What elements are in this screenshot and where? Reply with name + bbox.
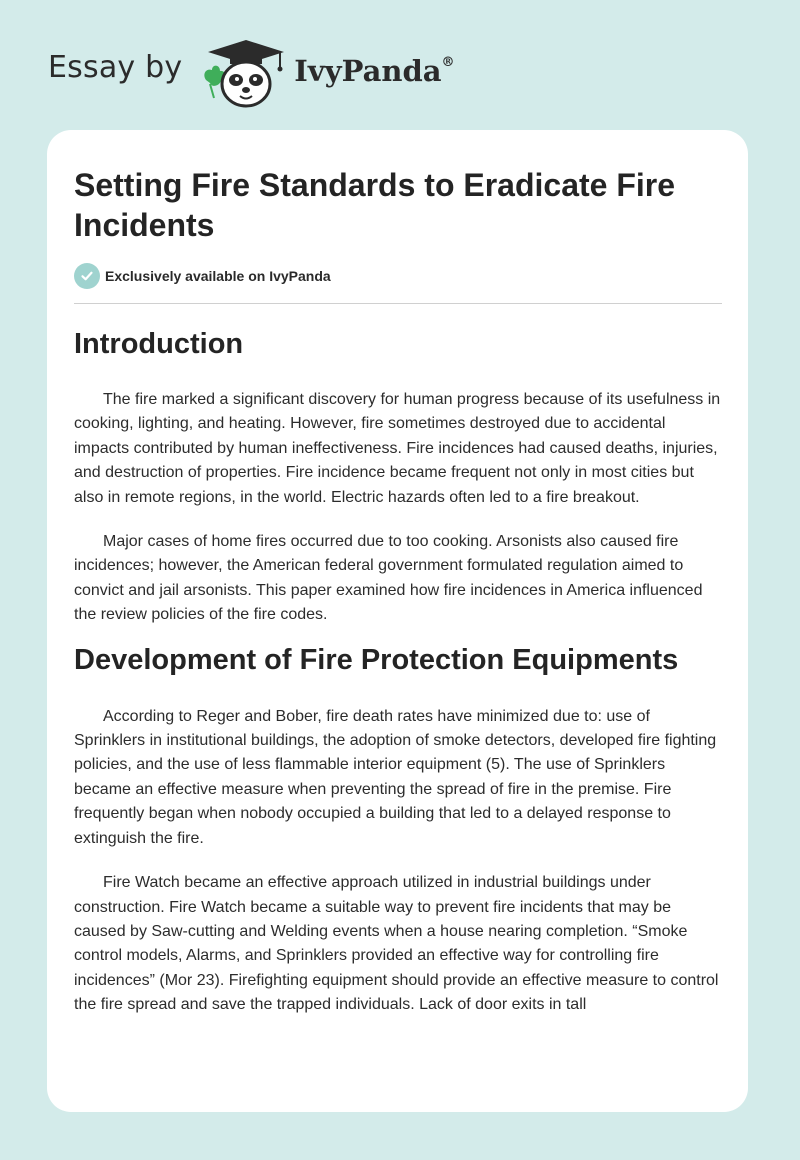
brand-header — [48, 36, 455, 110]
paragraph: Fire Watch became an effective approach utilized in industrial buildings under construction. Fire Watch became a suitable way to prevent fire incidents that may be caused by Saw-cutting and Welding events when a house nearing completion. “Smoke control models, Alarms, and Sprinklers provided an effective way for controlling fire incidences” (Mor 23). Firefighting equipment should provide an effective measure to control the fire spread and save the trapped individuals. Lack of door exits in tall — [74, 874, 719, 1014]
paragraph: The fire marked a significant discovery for human progress because of its usefulness in cooking, lighting, and heating. However, fire sometimes destroyed due to accidental impacts contributed by human ineffectiveness. Fire incidences had caused deaths, injuries, and destruction of properties. Fire incidence became frequent not only in most cities but also in remote regions, in the world. Electric hazards often led to a fire breakout. — [74, 391, 721, 506]
essay-card — [47, 130, 748, 1112]
badge-label: Exclusively available on IvyPanda — [105, 268, 331, 284]
panda-logo-icon[interactable] — [200, 36, 292, 110]
exclusive-badge — [74, 263, 722, 289]
paragraph: According to Reger and Bober, fire death rates have minimized due to: use of Sprinklers in institutional buildings, the adoption of smoke detectors, developed fire fighting policies, and the use of less flammable interior equipment (5). The use of Sprinklers became an effective measure when preventing the spread of fire in the premise. Fire frequently began when nobody occupied a building that led to a delayed response to extinguish the fire. — [74, 707, 717, 847]
paragraph: Major cases of home fires occurred due to too cooking. Arsonists also caused fire incidences; however, the American federal government formulated regulation aimed to convict and jail arsonists. This paper examined how fire incidences in America influenced the review policies of the fire codes. — [74, 533, 703, 624]
section-heading-introduction: Introduction — [74, 328, 244, 360]
brand-name[interactable]: IvyPanda® — [294, 54, 455, 88]
section-heading-development: Development of Fire Protection Equipments — [74, 643, 679, 676]
check-circle-icon — [74, 263, 100, 289]
brand-prefix: Essay by — [48, 49, 183, 85]
page-title: Setting Fire Standards to Eradicate Fire Incidents — [74, 167, 676, 243]
divider — [74, 303, 722, 304]
